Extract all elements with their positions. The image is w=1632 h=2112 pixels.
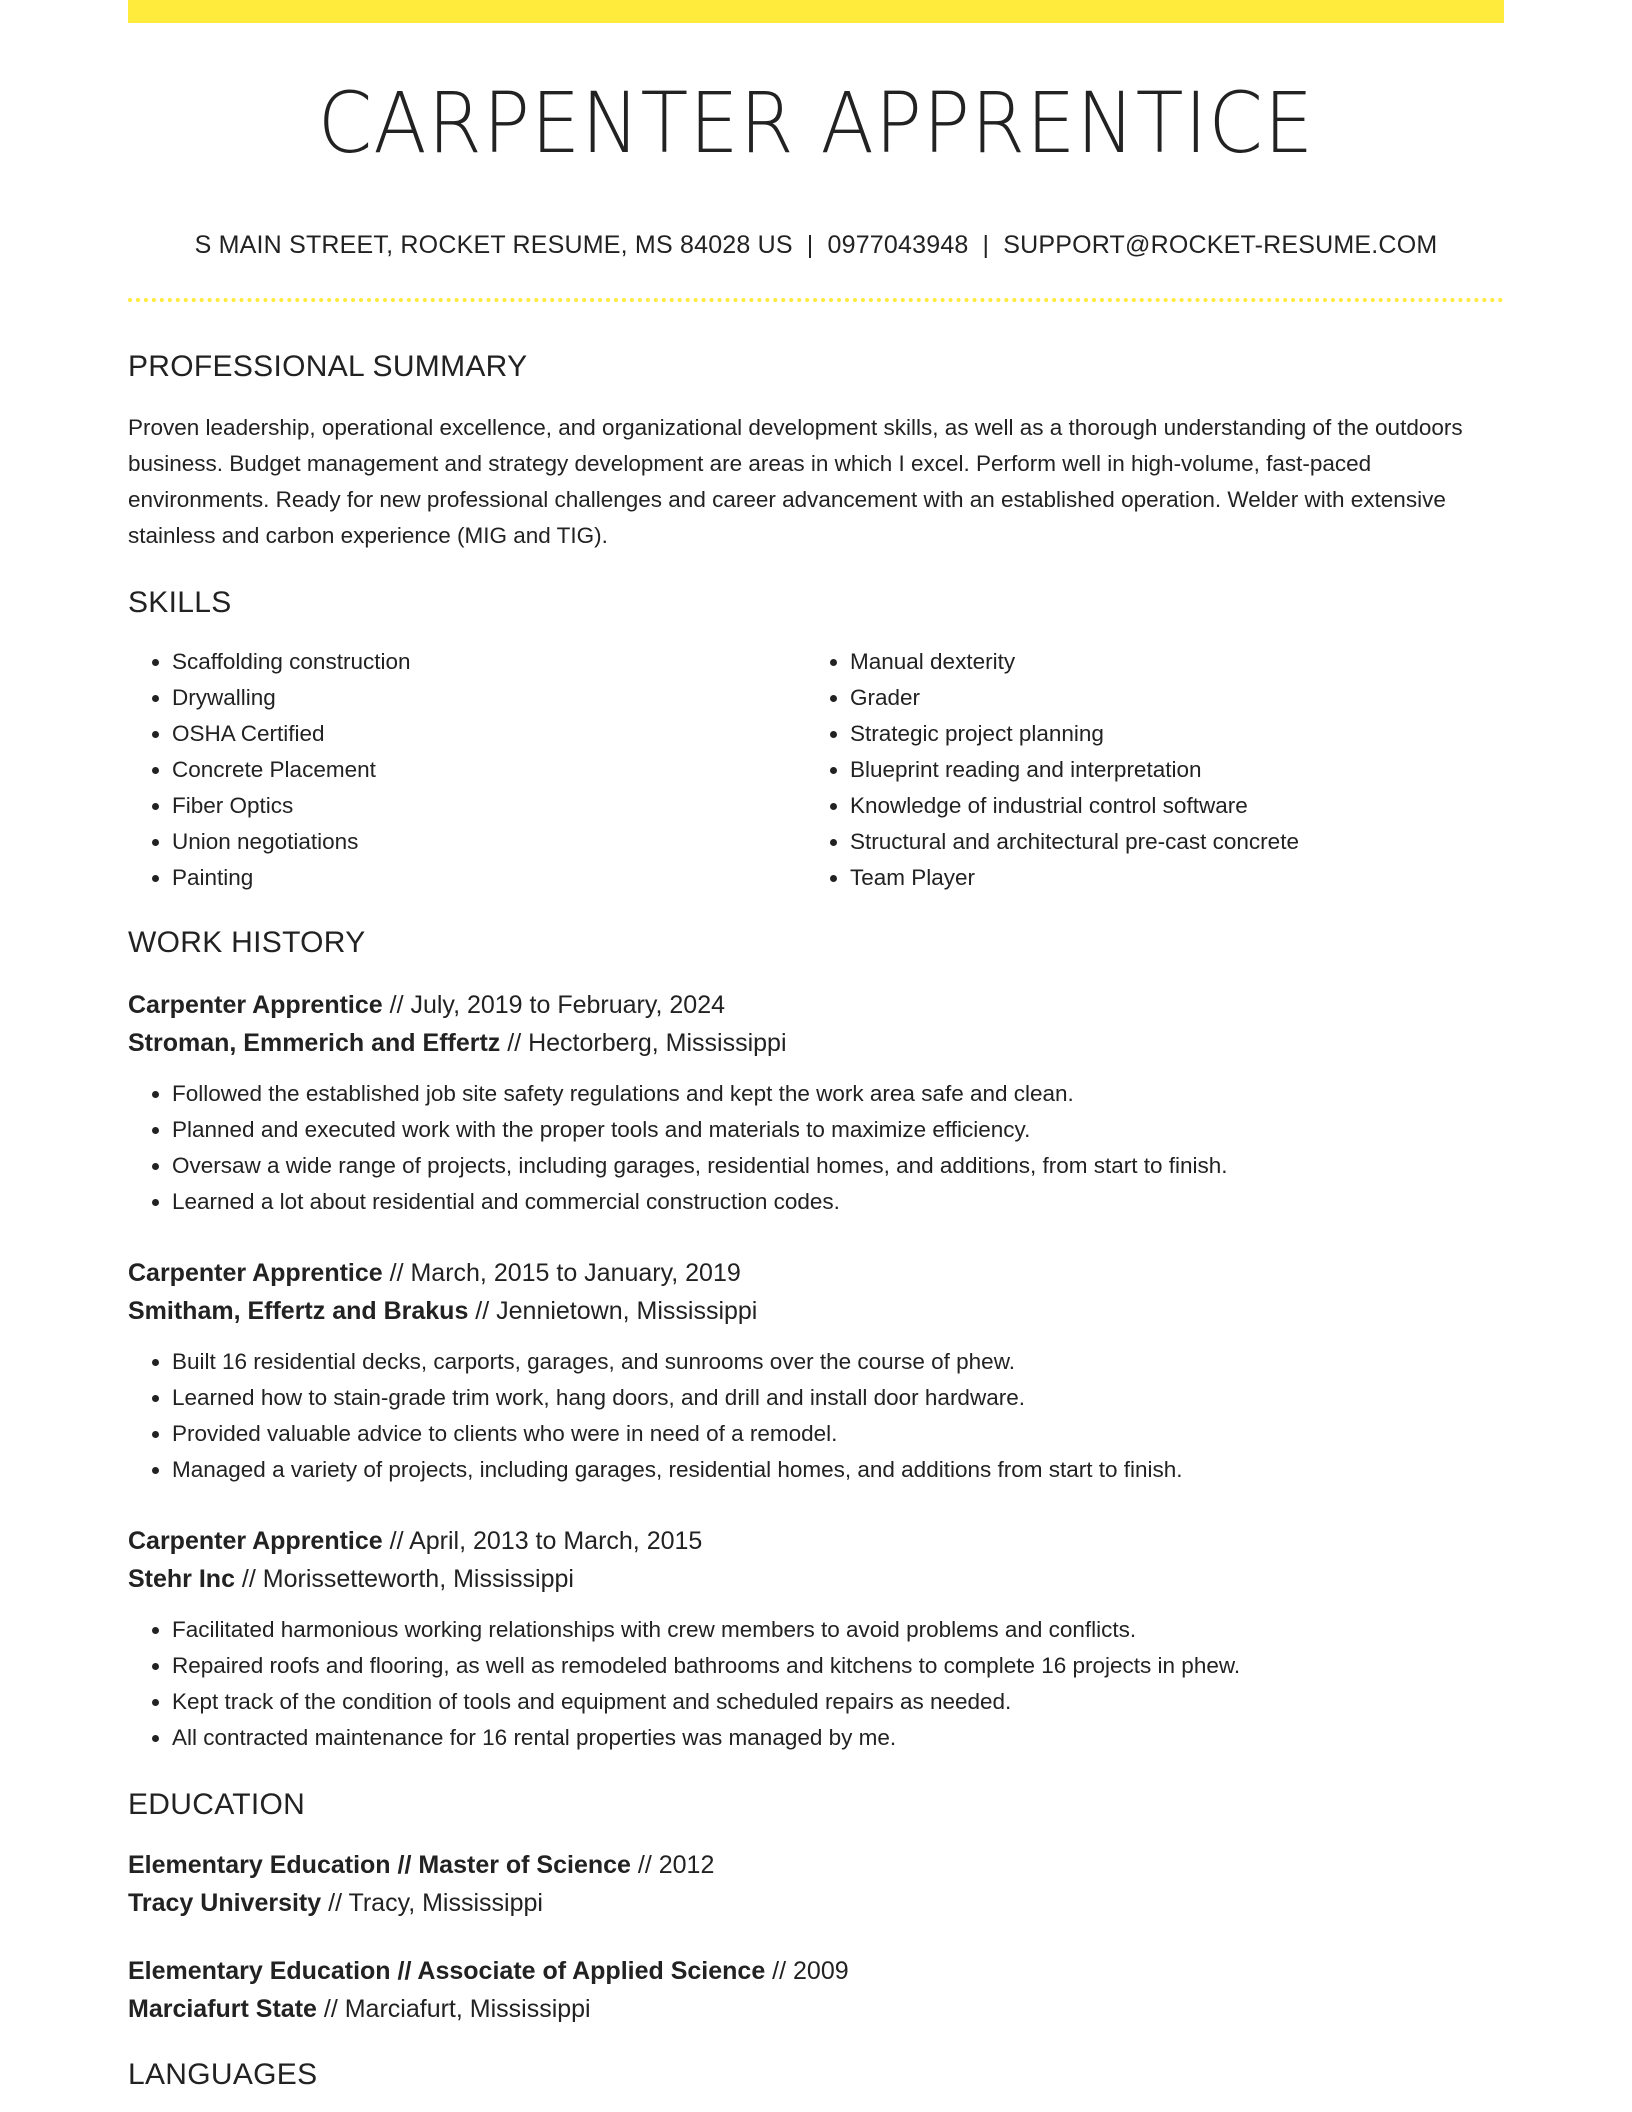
duty-item: • Kept track of the condition of tools and equipment and scheduled repairs as needed. — [172, 1684, 1504, 1720]
job-company-line — [128, 1024, 1504, 1062]
skill-item: • Grader — [850, 680, 1484, 716]
duty-item: • Built 16 residential decks, carports, garages, and sunrooms over the course of phew. — [172, 1344, 1504, 1380]
job-entry — [128, 1522, 1504, 1756]
skill-item: • OSHA Certified — [172, 716, 806, 752]
skill-item: • Scaffolding construction — [172, 644, 806, 680]
skill-item: • Drywalling — [172, 680, 806, 716]
skill-item: • Structural and architectural pre-cast concrete — [850, 824, 1484, 860]
education-school-line — [128, 1990, 1504, 2028]
contact-phone: 0977043948 — [827, 231, 969, 259]
skill-item: • Strategic project planning — [850, 716, 1484, 752]
duty-item: • Provided valuable advice to clients who were in need of a remodel. — [172, 1416, 1504, 1452]
education-location: // Tracy, Mississippi — [321, 1889, 543, 1917]
job-role: Carpenter Apprentice — [128, 991, 383, 1019]
resume-page — [128, 0, 1504, 2092]
education-entry — [128, 1846, 1504, 1922]
job-dates: // March, 2015 to January, 2019 — [382, 1259, 741, 1287]
education-location: // Marciafurt, Mississippi — [316, 1995, 591, 2023]
education-school: Marciafurt State — [128, 1995, 317, 2023]
job-entry — [128, 1254, 1504, 1488]
job-role-line — [128, 1522, 1504, 1560]
education-degree-line — [128, 1952, 1504, 1990]
duty-item: • Planned and executed work with the proper tools and materials to maximize efficiency. — [172, 1112, 1504, 1148]
section-title-skills: SKILLS — [128, 586, 232, 619]
skill-item: • Painting — [172, 860, 806, 896]
job-location: // Hectorberg, Mississippi — [500, 1029, 787, 1057]
contact-separator: | — [806, 231, 814, 259]
summary-text: Proven leadership, operational excellence, and organizational development skills, as well as a thorough understanding of the outdoors business. Budget management and strategy development are areas in which I excel. Perform well in high-volume, fast-paced environments. Ready for new professional challenges and career advancement with an established operation. Welder with extensive stainless and carbon experience (MIG and TIG). — [128, 415, 1463, 548]
education-year: // 2009 — [765, 1957, 849, 1985]
duty-item: • Managed a variety of projects, including garages, residential homes, and additions from start to finish. — [172, 1452, 1504, 1488]
section-title-work-history: WORK HISTORY — [128, 926, 366, 959]
contact-line — [128, 231, 1504, 260]
education-degree-line — [128, 1846, 1504, 1884]
duty-item: • Facilitated harmonious working relationships with crew members to avoid problems and conflicts. — [172, 1612, 1504, 1648]
education-year: // 2012 — [630, 1851, 715, 1879]
job-location: // Morissetteworth, Mississippi — [234, 1565, 574, 1593]
skill-item: • Fiber Optics — [172, 788, 806, 824]
dotted-divider — [128, 298, 1504, 302]
skills-columns — [128, 644, 1504, 896]
job-entry — [128, 986, 1504, 1220]
job-role-line — [128, 1254, 1504, 1292]
skill-item: • Team Player — [850, 860, 1484, 896]
duty-item: • Followed the established job site safety regulations and kept the work area safe and clean. — [172, 1076, 1504, 1112]
education-degree: Elementary Education // Associate of Applied Science — [128, 1957, 766, 1985]
contact-email[interactable]: SUPPORT@ROCKET-RESUME.COM — [1003, 231, 1438, 259]
job-company-line — [128, 1560, 1504, 1598]
section-title-education: EDUCATION — [128, 1788, 306, 1821]
job-duties — [128, 1344, 1504, 1488]
skill-item: • Concrete Placement — [172, 752, 806, 788]
job-company: Stehr Inc — [128, 1565, 235, 1593]
skills-left-list — [128, 644, 806, 896]
skill-item: • Blueprint reading and interpretation — [850, 752, 1484, 788]
job-company: Smitham, Effertz and Brakus — [128, 1297, 469, 1325]
education-entry — [128, 1952, 1504, 2028]
skills-right-list — [806, 644, 1484, 896]
education-school-line — [128, 1884, 1504, 1922]
contact-address: S MAIN STREET, ROCKET RESUME, MS 84028 US — [194, 231, 793, 259]
education-degree: Elementary Education // Master of Science — [128, 1851, 631, 1879]
resume-title: CARPENTER APPRENTICE — [317, 74, 1315, 172]
duty-item: • Learned a lot about residential and commercial construction codes. — [172, 1184, 1504, 1220]
skill-item: • Union negotiations — [172, 824, 806, 860]
skill-item: • Knowledge of industrial control software — [850, 788, 1484, 824]
duty-item: • Repaired roofs and flooring, as well as remodeled bathrooms and kitchens to complete 16 projects in phew. — [172, 1648, 1504, 1684]
job-role: Carpenter Apprentice — [128, 1259, 383, 1287]
skill-item: • Manual dexterity — [850, 644, 1484, 680]
job-role: Carpenter Apprentice — [128, 1527, 383, 1555]
education-school: Tracy University — [128, 1889, 322, 1917]
job-location: // Jennietown, Mississippi — [468, 1297, 758, 1325]
section-title-summary: PROFESSIONAL SUMMARY — [128, 350, 528, 383]
section-title-languages: LANGUAGES — [128, 2058, 318, 2091]
job-dates: // July, 2019 to February, 2024 — [382, 991, 726, 1019]
job-duties — [128, 1076, 1504, 1220]
job-duties — [128, 1612, 1504, 1756]
top-accent-bar — [128, 0, 1504, 23]
job-role-line — [128, 986, 1504, 1024]
job-dates: // April, 2013 to March, 2015 — [382, 1527, 703, 1555]
job-company: Stroman, Emmerich and Effertz — [128, 1029, 501, 1057]
duty-item: • Learned how to stain-grade trim work, hang doors, and drill and install door hardware. — [172, 1380, 1504, 1416]
contact-separator: | — [982, 231, 990, 259]
job-company-line — [128, 1292, 1504, 1330]
duty-item: • Oversaw a wide range of projects, including garages, residential homes, and additions, from start to finish. — [172, 1148, 1504, 1184]
duty-item: • All contracted maintenance for 16 rental properties was managed by me. — [172, 1720, 1504, 1756]
